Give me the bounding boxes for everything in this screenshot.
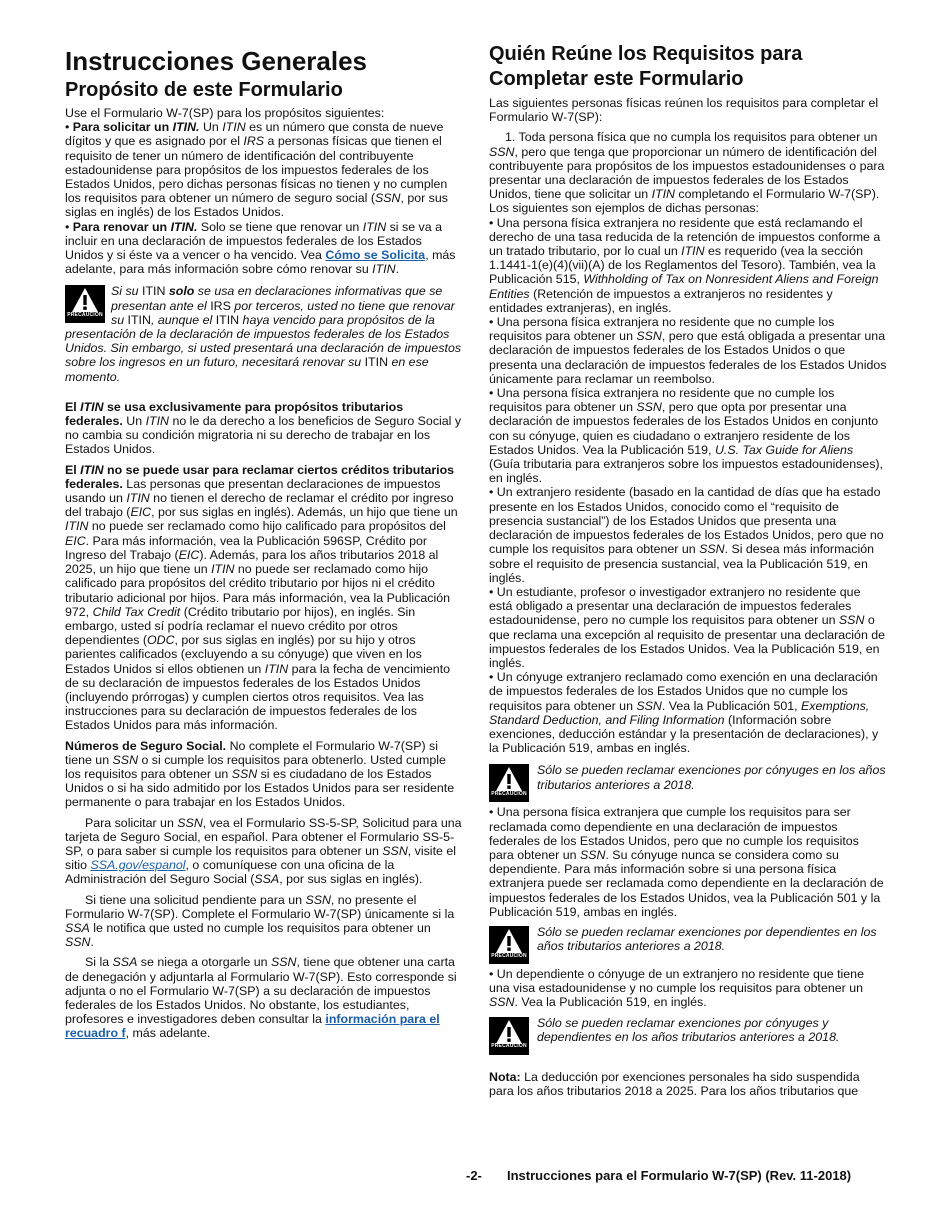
list-item: • Un cónyuge extranjero reclamado como exención en una declaración de impuestos federales de los Estados Unidos que no cumple los requisitos para obtener un SSN. Vea la Publicación 501, Exemptions, Standard Deduction, and Filing Information (Información sobre exenciones, deducción estándar y la presentación de declaraciones), y la Publicación 519, ambas en inglés. [489, 670, 887, 755]
intro-text: Use el Formulario W-7(SP) para los propósitos siguientes: [65, 106, 385, 120]
page-number: -2- [466, 1168, 482, 1183]
link-ssa-espanol[interactable]: SSA.gov/espanol [90, 858, 186, 873]
list-item: • Un dependiente o cónyuge de un extranjero no residente que tiene una visa estadounidense y no cumple los requisitos para obtener un SSN. Vea la Publicación 519, en inglés. [489, 967, 887, 1010]
caution-icon: PRECAUCION [489, 764, 529, 802]
caution-note-conyuges: PRECAUCION Sólo se pueden reclamar exenciones por cónyuges en los años tributarios anteriores a 2018. [489, 763, 887, 803]
list-item: • Una persona física extranjera no residente que está reclamando el derecho de una tasa reducida de la retención de impuestos conforme a un tratado tributario, por lo cual un ITIN es requerido (vea la sección 1.1441-1(e)(4)(vii)(A) de los Reglamentos del Tesoro). También, vea la Publicación 515, Withholding of Tax on Nonresident Aliens and Foreign Entities (Retención de impuestos a extranjeros no residentes y entidades extranjeras), en inglés. [489, 216, 887, 315]
caution-icon: PRECAUCION [65, 285, 105, 323]
para-numeros-seguro-social: Números de Seguro Social. No complete el Formulario W-7(SP) si tiene un SSN o si cumple los requisitos para obtenerlo. Usted cumple los requisitos para obtener un SSN si es ciudadano de los Estados Unidos o si ha sido admitido por los Estados Unidos para ser residente permanente o para trabajar en los Estados Unidos. [65, 738, 455, 810]
para-creditos: El ITIN no se puede usar para reclamar ciertos créditos tributarios federales. Las personas que presentan declaraciones de impuestos usando un ITIN no tienen el derecho de reclamar el crédito por ingreso del trabajo (EIC, por sus siglas en inglés). Además, un hijo que tiene un ITIN no puede ser reclamado como hijo calificado para propósitos del EIC. Para más información, vea la Publicación 596SP, Crédito por Ingreso del Trabajo (EIC). Además, para los años tributarios 2018 al 2025, un hijo que tiene un ITIN no puede ser reclamado como hijo calificado para propósitos del crédito tributario por hijos ni el crédito tributario adicional por hijos. Para más información, vea la Publicación 972, Child Tax Credit (Crédito tributario por hijos), en inglés. Sin embargo, usted sí podría reclamar el nuevo crédito por otros dependientes (ODC, por sus siglas en inglés) por su hijo y otros parientes calificados (excluyendo a su cónyuge) que viven en los Estados Unidos si ellos obtienen un ITIN para la fecha de vencimiento de su declaración de impuestos federales de los Estados Unidos (incluyendo prórrogas) y cumplen ciertos otros requisitos. Vea las instrucciones para su declaración de impuestos federales de los Estados Unidos para más información. [65, 462, 458, 733]
numbered-item-1: 1. Toda persona física que no cumpla los requisitos para obtener un SSN, pero que tenga que proporcionar un número de identificación del contribuyente para propósitos de los impuestos estadounidenses o para presentar una declaración de impuestos federales de los Estados Unidos, tiene que solicitar un ITIN completando el Formulario W-7(SP). Los siguientes son ejemplos de dichas personas: [489, 130, 885, 216]
right-column [489, 40, 887, 1098]
bullet-solicitar: • Para solicitar un ITIN. Un ITIN es un número que consta de nueve dígitos y que es asignado por el IRS a personas físicas que tienen el requisito de tener un número de identificación del contribuyente estadounidense para propósitos de los impuestos federales de los Estados Unidos, pero dichas personas físicas no tienen y no cumplen los requisitos para obtener un número de seguro social (SSN, por sus siglas en inglés) de los Estados Unidos. [65, 120, 463, 219]
left-column [65, 40, 463, 1041]
list-item: • Una persona física extranjera no residente que no cumple los requisitos para obtener un SSN, pero que opta por presentar una declaración de impuestos federales de los Estados Unidos en conjunto con su cónyuge, quien es ciudadano o extranjero residente de los Estados Unidos. Vea la Publicación 519, U.S. Tax Guide for Aliens (Guía tributaria para extranjeros sobre los impuestos estadounidenses), en inglés. [489, 386, 887, 485]
nota-paragraph: Nota: La deducción por exenciones personales ha sido suspendida para los años tributarios 2018 a 2025. Para los años tributarios que [489, 1069, 860, 1098]
caution-note-dependientes: PRECAUCION Sólo se pueden reclamar exenciones por dependientes en los años tributarios anteriores a 2018. [489, 925, 887, 965]
list-item: • Una persona física extranjera no residente que no cumple los requisitos para obtener un SSN, pero que está obligada a presentar una declaración de impuestos federales de los Estados Unidos o que presenta una declaración de impuestos federales de los Estados Unidos únicamente para reclamar un reembolso. [489, 315, 887, 386]
para-uso-exclusivo: El ITIN se usa exclusivamente para propósitos tributarios federales. Un ITIN no le da derecho a los beneficios de Seguro Social y no cambia su condición migratoria ni su derecho de trabajar en los Estados Unidos. [65, 399, 462, 457]
caution-note-conyuges-dependientes: PRECAUCION Sólo se pueden reclamar exenciones por cónyuges y dependientes en los años tributarios anteriores a 2018. [489, 1016, 887, 1056]
para-solicitud-pendiente: Si tiene una solicitud pendiente para un SSN, no presente el Formulario W-7(SP). Complete el Formulario W-7(SP) únicamente si la SSA le notifica que usted no cumple los requisitos para obtener un SSN. [65, 892, 455, 950]
page-title: Instrucciones Generales [65, 46, 368, 76]
caution-icon: PRECAUCION [489, 926, 529, 964]
caution-note-itin: PRECAUCION Si su ITIN solo se usa en declaraciones informativas que se presentan ante el IRS por terceros, usted no tiene que renovar su ITIN, aunque el ITIN haya vencido para propósitos de la presentación de la declaración de impuestos federales de los Estados Unidos. Sin embargo, si usted presentará una declaración de impuestos sobre los ingresos en un futuro, necesitará renovar su ITIN en ese momento. [65, 284, 462, 384]
bullet-renovar: • Para renovar un ITIN. Solo se tiene que renovar un ITIN si se va a incluir en una declaración de impuestos federales de los Estados Unidos y si éste va a vencer o ha vencido. Vea Cómo se Solicita, más adelante, para más información sobre cómo renovar su ITIN. [65, 220, 463, 277]
section-heading-proposito: Propósito de este Formulario [65, 79, 343, 101]
list-item: • Un estudiante, profesor o investigador extranjero no residente que está obligado a presentar una declaración de impuestos federales estadounidense, pero no cumple los requisitos para obtener un SSN o que reclama una excepción al requisito de presentar una declaración de impuestos federales de los Estados Unidos. Vea la Publicación 519, en inglés. [489, 585, 887, 670]
list-item: • Una persona física extranjera que cumple los requisitos para ser reclamada como dependiente en una declaración de impuestos federales de los Estados Unidos, pero que no cumple los requisitos para obtener un SSN. Su cónyuge nunca se considera como su dependiente. Para más información sobre si una persona física extranjera puede ser reclamada como dependiente en la declaración de impuestos federales de los Estados Unidos, vea la Publicación 501 y la Publicación 519, ambas en inglés. [489, 805, 887, 919]
link-como-se-solicita[interactable]: Cómo se Solicita [325, 248, 426, 263]
link-recuadro-f[interactable]: información para el recuadro f [65, 1012, 440, 1041]
para-solicitar-ssn: Para solicitar un SSN, vea el Formulario SS-5-SP, Solicitud para una tarjeta de Seguro Social, en español. Para obtener el Formulario SS-5-SP, o para saber si cumple los requisitos para obtener un SSN, visite el sitio SSA.gov/espanol, o comuníquese con una oficina de la Administración del Seguro Social (SSA, por sus siglas en inglés). [65, 815, 462, 887]
footer-title: Instrucciones para el Formulario W-7(SP) (Rev. 11-2018) [507, 1168, 852, 1183]
para-denegacion: Si la SSA se niega a otorgarle un SSN, tiene que obtener una carta de denegación y adjuntarla al Formulario W-7(SP). Esto corresponde si adjunta o no el Formulario W-7(SP) a su declaración de impuestos federales de los Estados Unidos. No obstante, los estudiantes, profesores e investigadores deben consultar la información para el recuadro f, más adelante. [65, 955, 457, 1041]
section-heading-quien: Quién Reúne los Requisitos para Completar este Formulario [489, 43, 803, 90]
right-intro: Las siguientes personas físicas reúnen los requisitos para completar el Formulario W-7(SP): [489, 96, 879, 125]
caution-icon: PRECAUCION [489, 1017, 529, 1055]
list-item: • Un extranjero residente (basado en la cantidad de días que ha estado presente en los Estados Unidos, conocido como el “requisito de presencia sustancial”) de los Estados Unidos que presenta una declaración de impuestos federales de los Estados Unidos, pero que no cumple los requisitos para obtener un SSN. Si desea más información sobre el requisito de presencia sustancial, vea la Publicación 519, en inglés. [489, 485, 887, 584]
